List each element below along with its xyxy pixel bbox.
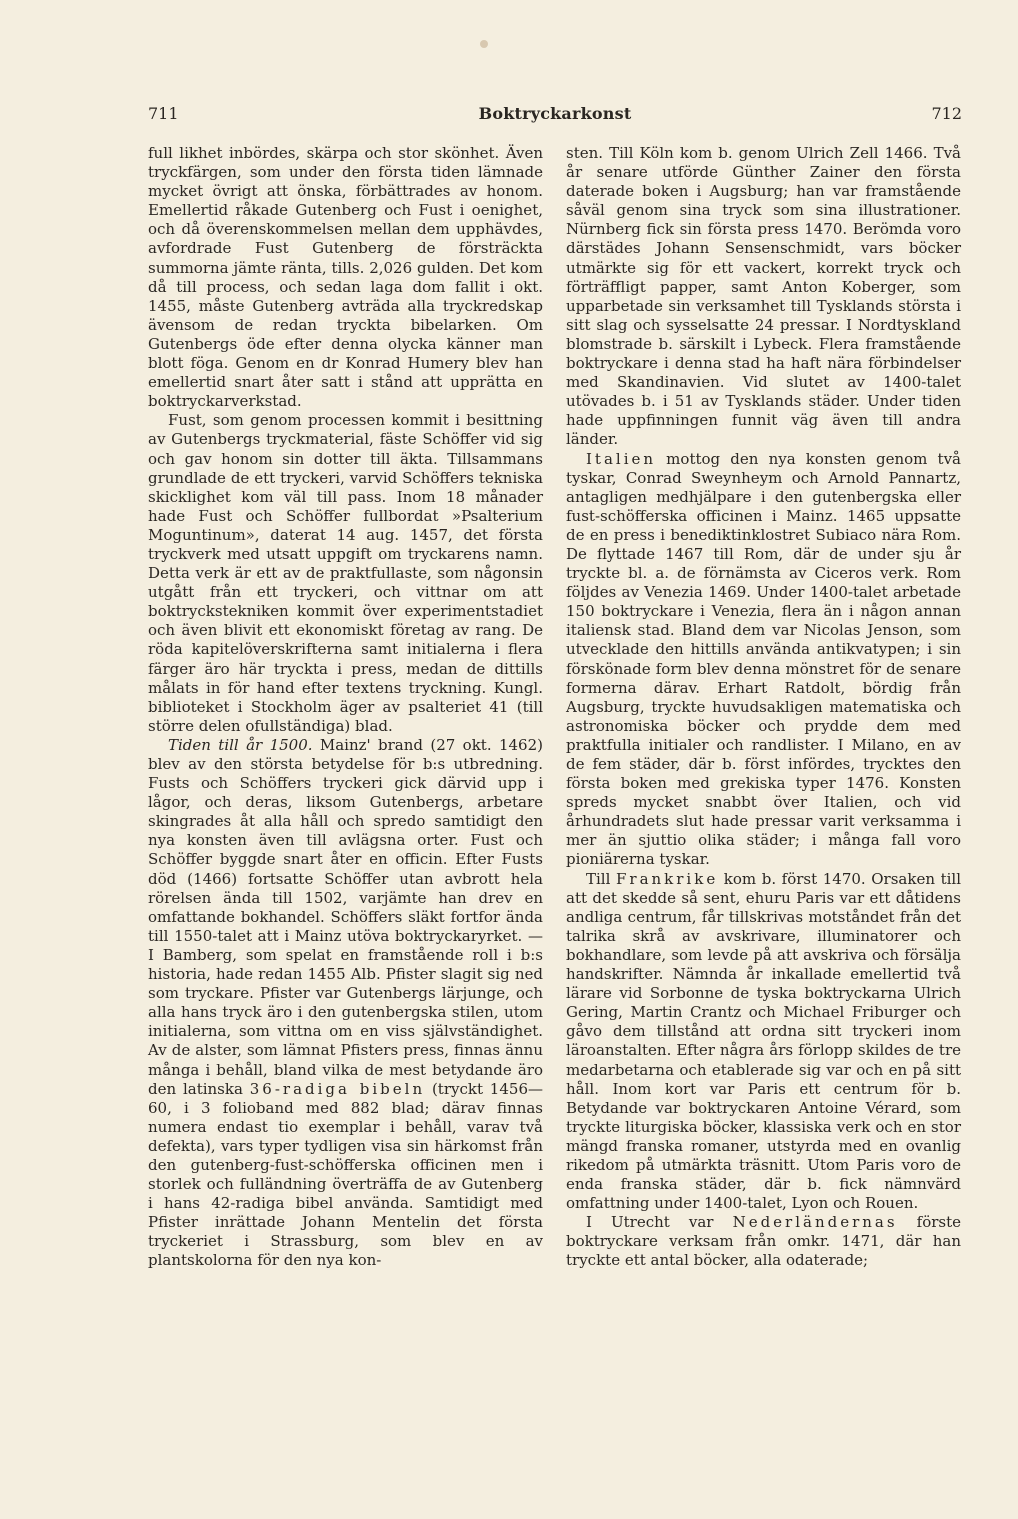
section-heading: Tiden till år 1500.	[168, 735, 313, 754]
paragraph	[148, 736, 543, 1271]
running-title: Boktryckarkonst	[478, 104, 632, 123]
paragraph	[566, 450, 961, 870]
paragraph-text: förste boktryckare verksam från omkr. 1471, där han tryckte ett antal böcker, alla odaterade;	[566, 1213, 962, 1270]
paragraph: Fust, som genom processen kommit i besittning av Gutenbergs tryckmaterial, fäste Schöffer vid sig och gav honom sin dotter till äkta. Tillsammans grundlade de ett tryckeri, varvid Schöffers tekniska skicklighet kom väl till pass. Inom 18 månader hade Fust och Schöffer fullbordat »Psalterium Moguntinum», daterat 14 aug. 1457, det första tryckverk med utsatt uppgift om tryckarens namn. Detta verk är ett av de praktfullaste, som någonsin utgått från ett tryckeri, och vittnar om att boktryckstekniken kommit över experimentstadiet och även blivit ett ekonomiskt företag av rang. De röda kapitelöverskrifterna samt initialerna i flera färger äro här tryckta i press, medan de dittills målats in för hand efter textens tryckning. Kungl. biblioteket i Stockholm äger av psalteriet 41 (till större delen ofullständiga) blad.	[148, 411, 543, 735]
right-column	[566, 144, 961, 1271]
paragraph-text: mottog den nya konsten genom två tyskar, Conrad Sweynheym och Arnold Pannartz, antagligen medhjälpare i den gutenbergska eller fust-schöfferska officinen i Mainz. 1465 uppsatte de en press i benediktinklostret Subiaco nära Rom. De flyttade 1467 till Rom, där de under sju år tryckte bl. a. de förnämsta av Ciceros verk. Rom följdes av Venezia 1469. Under 1400-talet arbetade 150 boktryckare i Venezia, flera än i någon annan italiensk stad. Bland dem var Nicolas Jenson, som utvecklade den hittills använda antikvatypen; i sin förskönade form blev denna mönstret för de senare formerna därav. Erhart Ratdolt, bördig från Augsburg, tryckte huvudsakligen matematiska och astronomiska böcker och prydde dem med praktfulla initialer och randlister. I Milano, en av de fem städer, där b. först infördes, trycktes den första boken med grekiska typer 1476. Konsten spreds mycket snabbt över Italien, och vid århundradets slut hade pressar varit verksamma i mer än sjuttio olika städer; i många fall voro pioniärerna tyskar.	[566, 449, 961, 869]
page-number-left: 711	[148, 104, 179, 123]
left-column	[148, 144, 543, 1271]
paragraph	[566, 870, 961, 1214]
spaced-term: Frankrike	[615, 869, 719, 888]
paragraph	[566, 1213, 961, 1270]
running-header	[148, 104, 962, 128]
paragraph-text: Mainz' brand (27 okt. 1462) blev av den största betydelse för b:s utbredning. Fusts och Schöffers tryckeri gick därvid upp i lågor, och deras, liksom Gutenbergs, arbetare skingrades åt alla håll och spredo samtidigt den nya konsten även till avlägsna orter. Fust och Schöffer byggde snart åter en officin. Efter Fusts död (1466) fortsatte Schöffer utan avbrott hela rörelsen ända till 1502, varjämte han drev en omfattande bokhandel. Schöffers släkt fortfor ända till 1550-talet att i Mainz utöva boktryckaryrket. — I Bamberg, som spelat en framstående roll i b:s historia, hade redan 1455 Alb. Pfister slagit sig ned som tryckare. Pfister var Gutenbergs lärjunge, och alla hans tryck äro i den gutenbergska stilen, utom initialerna, som vittna om en viss självständighet. Av de alster, som lämnat Pfisters press, finnas ännu många i behåll, bland vilka de mest betydande äro den latinska	[148, 735, 543, 1098]
paragraph-text: I Utrecht var	[586, 1213, 733, 1232]
paragraph-text: kom b. först 1470. Orsaken till att det skedde så sent, ehuru Paris var ett dåtidens andliga centrum, får tillskrivas motståndet från det talrika skrå av avskrivare, illuminatorer och bokhandlare, som levde på att avskriva och försälja handskrifter. Nämnda år inkallade emellertid två lärare vid Sorbonne de tyska boktryckarna Ulrich Gering, Martin Crantz och Michael Friburger och gåvo dem tillstånd att ordna sitt tryckeri inom läroanstalten. Efter några års förlopp skildes de tre medarbetarna och etablerade sig var och en på sitt håll. Inom kort var Paris ett centrum för b. Betydande var boktryckaren Antoine Vérard, som tryckte liturgiska böcker, klassiska verk och en stor mängd franska romaner, utstyrda med en ovanlig rikedom på utmärkta träsnitt. Utom Paris voro de enda franska städer, där b. fick nämnvärd omfattning under 1400-talet, Lyon och Rouen.	[566, 869, 961, 1213]
decorative-dot	[480, 40, 488, 48]
paragraph: sten. Till Köln kom b. genom Ulrich Zell 1466. Två år senare utförde Günther Zainer den första daterade boken i Augsburg; han var framstående såväl genom sina tryck som sina illustrationer. Nürnberg fick sin första press 1470. Berömda voro därstädes Johann Sensenschmidt, vars böcker utmärkte sig för ett vackert, korrekt tryck och förträffligt papper, samt Anton Koberger, som upparbetade sin verksamhet till Tysklands största i sitt slag och sysselsatte 24 pressar. I Nordtyskland blomstrade b. särskilt i Lybeck. Flera framstående boktryckare i denna stad ha haft nära förbindelser med Skandinavien. Vid slutet av 1400-talet utövades b. i 51 av Tysklands städer. Under tiden hade uppfinningen funnit väg även till andra länder.	[566, 144, 961, 449]
paragraph: full likhet inbördes, skärpa och stor skönhet. Även tryckfärgen, som under den första tiden lämnade mycket övrigt att önska, förbättrades av honom. Emellertid råkade Gutenberg och Fust i oenighet, och då överenskommelsen mellan dem upphävdes, avfordrade Fust Gutenberg de försträckta summorna jämte ränta, tills. 2,026 gulden. Det kom då till process, och sedan laga dom fallit i okt. 1455, måste Gutenberg avträda alla tryckredskap ävensom de redan tryckta bibelarken. Om Gutenbergs öde efter denna olycka känner man blott föga. Genom en dr Konrad Humery blev han emellertid snart åter satt i stånd att upprätta en boktryckarverkstad.	[148, 144, 543, 411]
page-number-right: 712	[931, 104, 962, 123]
spaced-term: Nederländernas	[732, 1213, 898, 1232]
paragraph-text: (tryckt 1456—60, i 3 folioband med 882 blad; därav finnas numera endast tio exemplar i behåll, varav två defekta), vars typer tydligen visa sin härkomst från den gutenberg-fust-schöfferska officinen men i storlek och fulländning överträffa de av Gutenberg i hans 42-radiga bibel använda. Samtidigt med Pfister inrättade Johann Mentelin det första tryckeriet i Strassburg, som blev en av plantskolorna för den nya kon-	[148, 1079, 543, 1270]
paragraph-text: Till	[586, 869, 616, 888]
spaced-term: 36-radiga bibeln	[249, 1079, 426, 1098]
spaced-term: Italien	[586, 449, 657, 468]
